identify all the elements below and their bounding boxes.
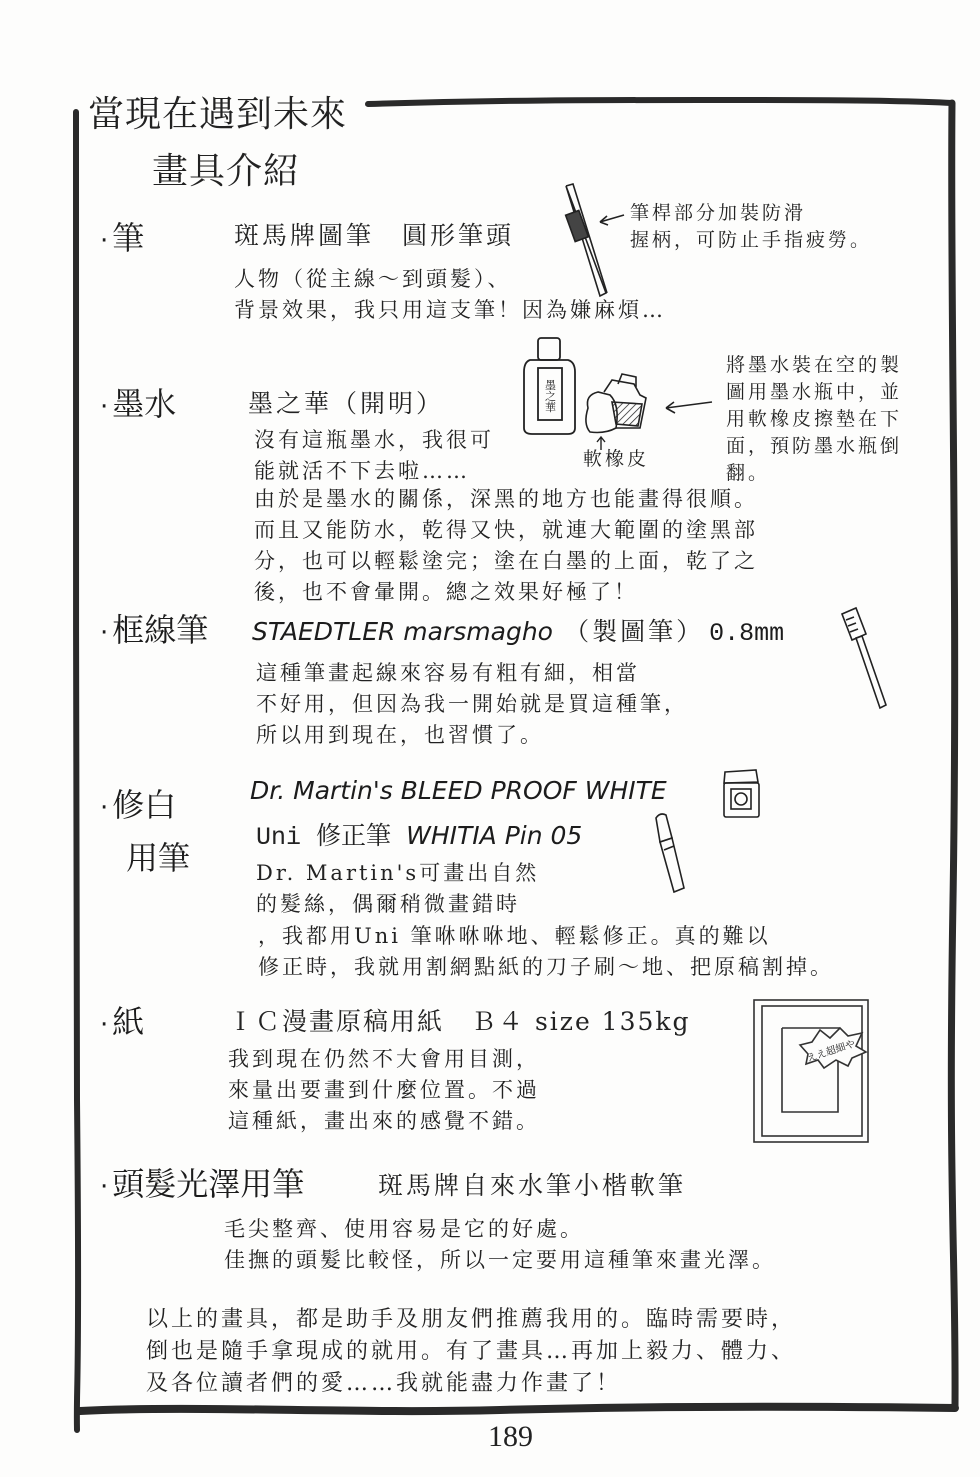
pen-heading: 斑馬牌圖筆 圓形筆頭 [234,221,515,250]
hair-pen-body: 毛尖整齊、使用容易是它的好處。 佳撫的頭髮比較怪，所以一定要用這種筆來畫光澤。 [224,1217,776,1272]
category-ink: · 墨水 [100,385,177,423]
closing-paragraph: 以上的畫具，都是助手及朋友們推薦我用的。臨時需要時， 倒也是隨手拿現成的就用。有了畫具…再加上毅力、體力、 及各位讀者們的愛……我就能盡力作畫了！ [146,1307,797,1396]
ink-body-short: 沒有這瓶墨水，我很可 能就活不下去啦…… [254,428,494,483]
manuscript-paper-illustration [754,1000,868,1142]
white-ink-jar-illustration [724,770,759,817]
bullet-icon: · [100,793,109,823]
frame-pen-body: 這種筆畫起線來容易有粗有細，相當 不好用，但因為我一開始就是買這種筆， 所以用到現在，也習慣了。 [256,661,688,747]
technical-pen-illustration [842,608,886,708]
category-paper: · 紙 [100,1003,145,1041]
pen-note: 筆桿部分加裝防滑 握柄，可防止手指疲勞。 [630,202,873,251]
paper-body: 我到現在仍然不大會用目測， 來量出要畫到什麼位置。不過 這種紙，畫出來的感覺不錯。 [228,1047,540,1133]
frame-pen-heading: STAEDTLER marsmagho （製圖筆） 0.8mm [252,617,785,648]
correction-body: ，我都用Uni 筆咻咻咻地、輕鬆修正。真的難以 修正時，我就用割網點紙的刀子刷～地、把原稿割掉。 [258,924,834,979]
page-subtitle: 畫具介紹 [152,151,301,192]
correction-heading-2: Uni 修正筆 WHITIA Pin 05 [256,821,583,852]
left-arrow-icon [666,402,712,413]
correction-pen-illustration [656,814,684,892]
svg-text:ええ超細や: ええ超細や [805,1038,857,1065]
page-number: 189 [488,1420,533,1453]
bullet-icon: · [100,226,109,256]
paper-heading: ＩＣ漫畫原稿用紙 Ｂ４ size 135kg [228,1007,691,1036]
ink-bottle-illustration [524,338,575,434]
ink-note: 將墨水裝在空的製 圖用墨水瓶中，並 用軟橡皮擦墊在下 面，預防墨水瓶倒 翻。 [726,354,903,484]
ink-body: 由於是墨水的關係，深黑的地方也能畫得很順。 而且又能防水，乾得又快，就連大範圍的塗黑部 分，也可以輕鬆塗完；塗在白墨的上面，乾了之 後，也不會暈開。總之效果好極了！ [254,487,758,604]
category-hair-pen: · 頭髮光澤用筆 [100,1165,305,1203]
correction-heading-1: Dr. Martin's BLEED PROOF WHITE [250,776,667,805]
eraser-label: 軟橡皮 [583,448,650,470]
category-frame-pen: · 框線筆 [100,611,209,649]
bullet-icon: · [100,618,109,648]
correction-body-short: Dr. Martin's可畫出自然 的髮絲，偶爾稍微畫錯時 [256,861,540,916]
pen-body: 人物（從主線～到頭髮）、 背景效果，我只用這支筆！因為嫌麻煩… [234,267,666,322]
svg-text:墨之華: 墨之華 [543,379,557,413]
bullet-icon: · [100,1010,109,1040]
category-correction-pen: · 修白 用筆 [100,786,191,877]
page-title: 當現在遇到未來 [88,94,348,135]
bullet-icon: · [100,392,109,422]
small-ink-bottle-illustration [586,374,646,433]
ink-heading: 墨之華（開明） [248,389,445,418]
category-pen: · 筆 [100,219,145,257]
bullet-icon: · [100,1172,109,1202]
hair-pen-heading: 斑馬牌自來水筆小楷軟筆 [378,1171,687,1200]
